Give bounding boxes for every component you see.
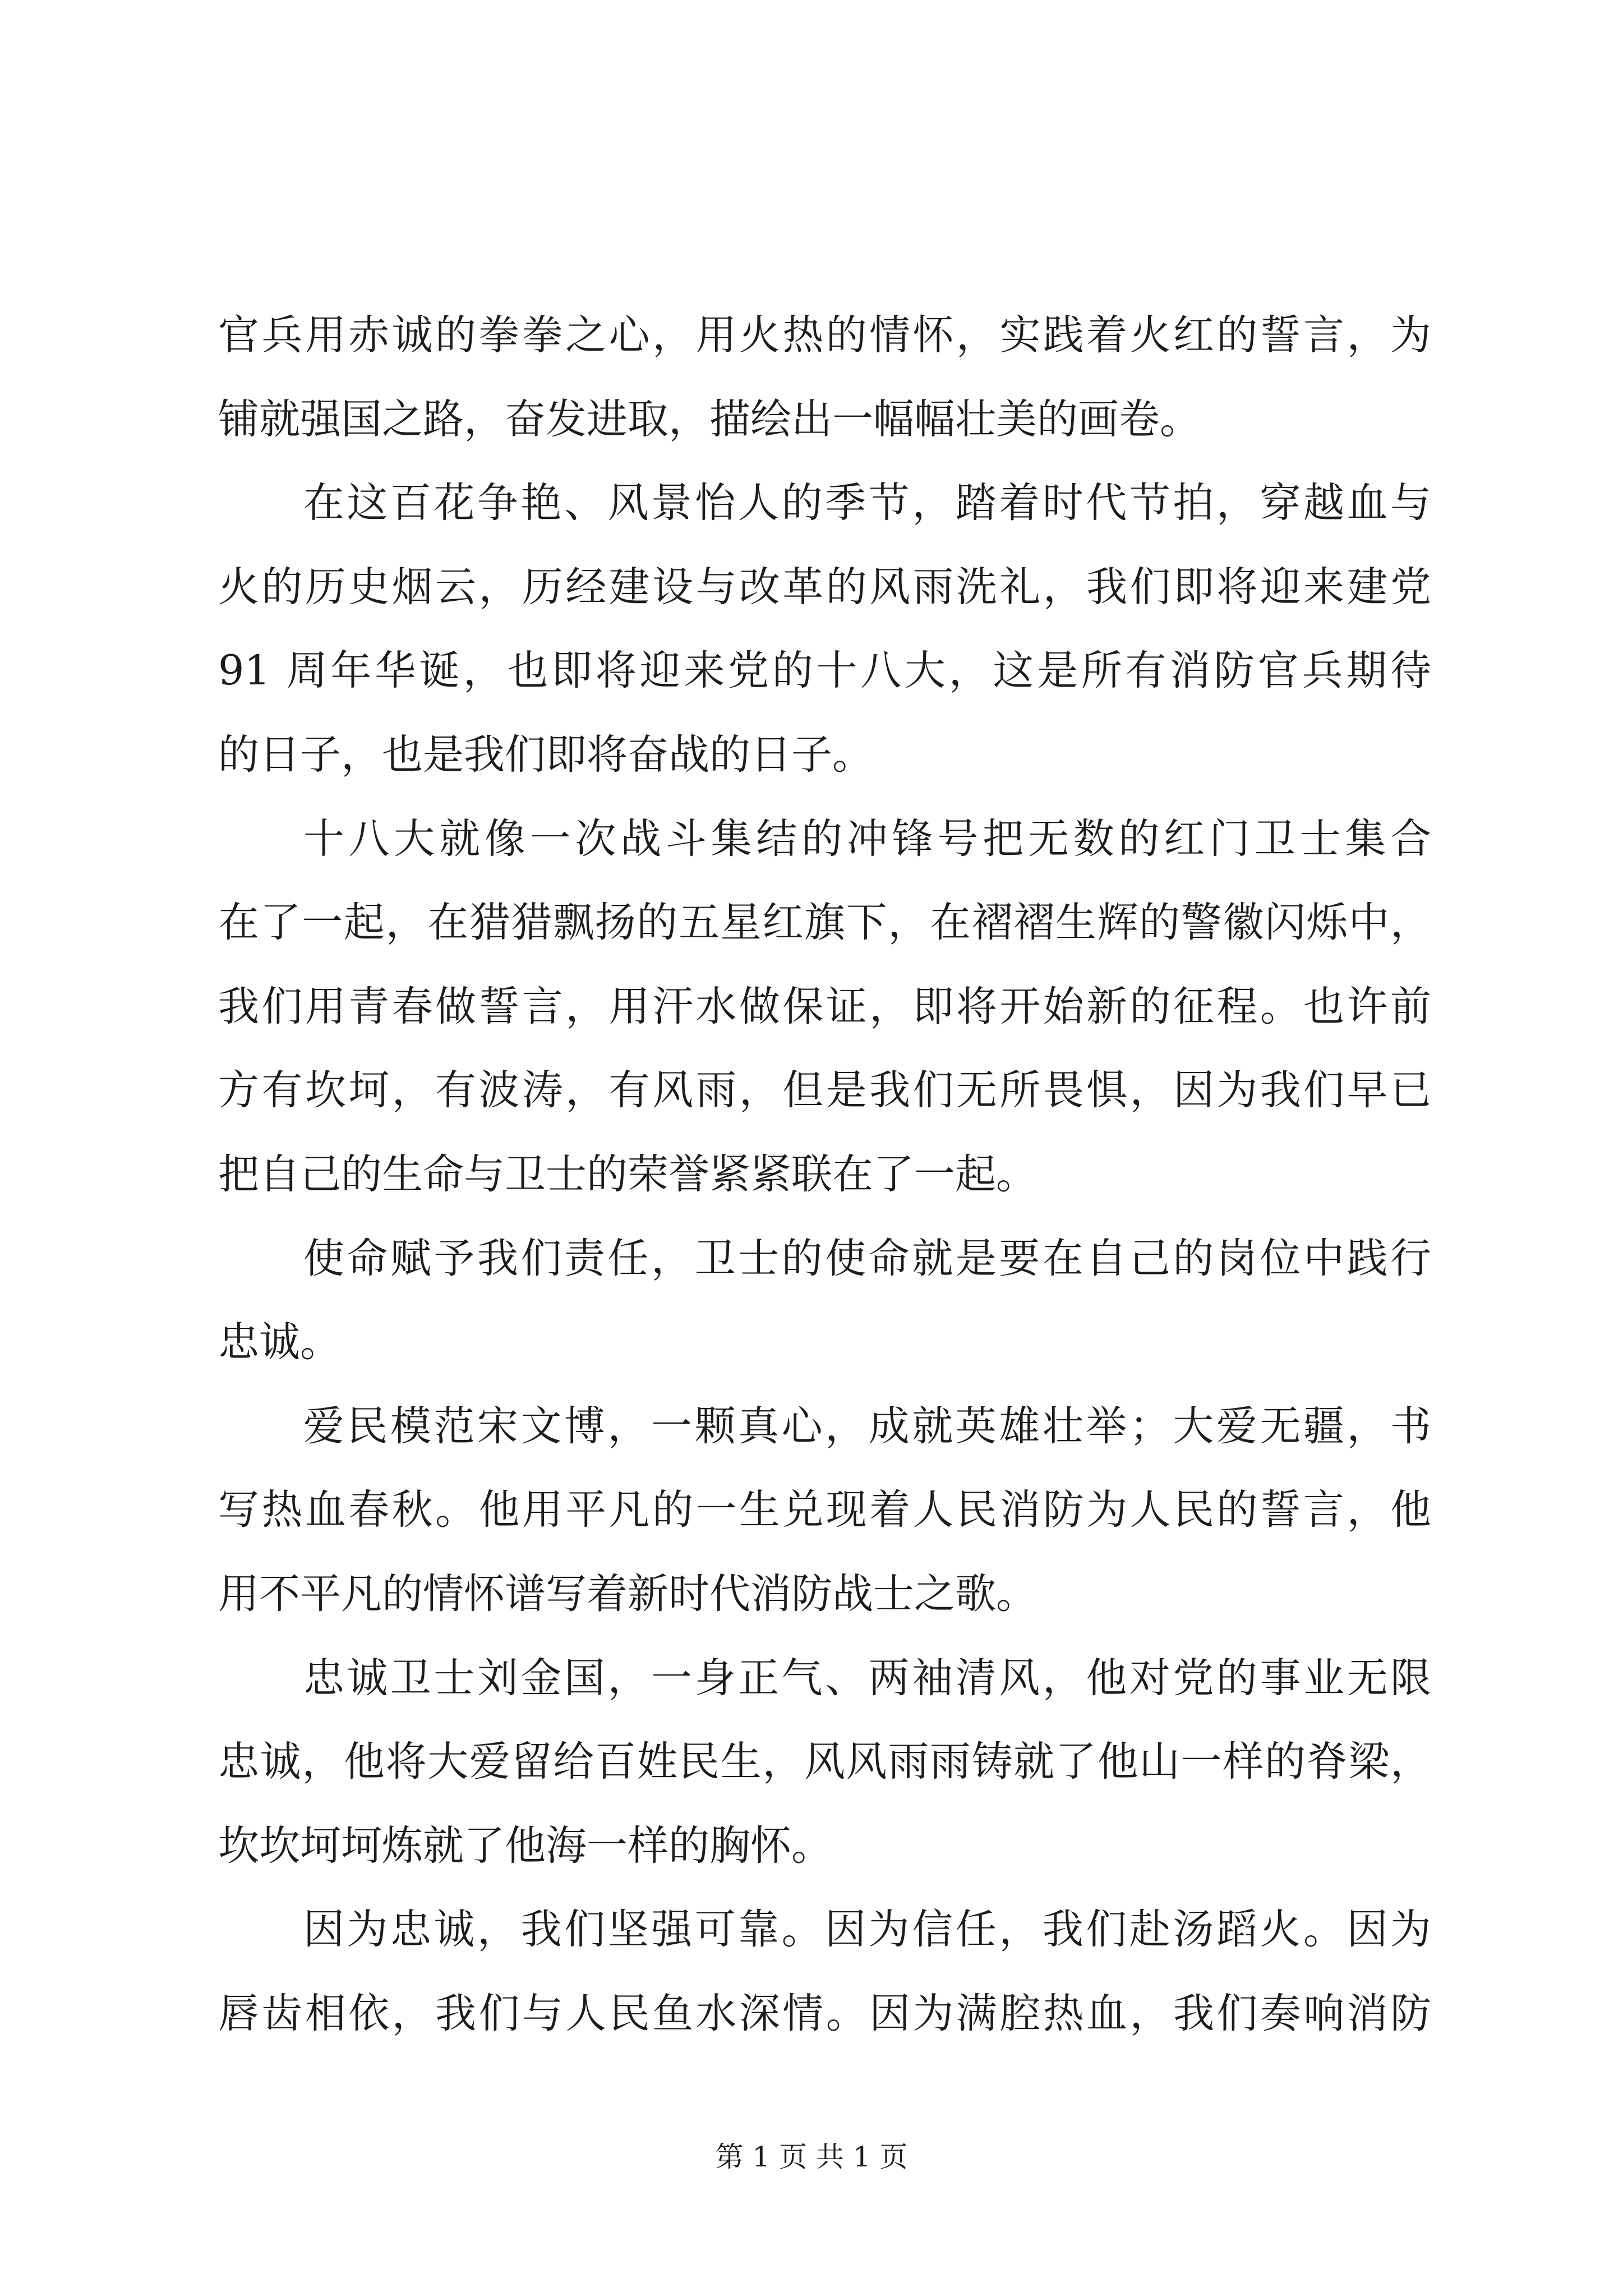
paragraph-line: 在这百花争艳、风景怡人的季节，踏着时代节拍，穿越血与	[303, 479, 1431, 527]
paragraph-line: 用不平凡的情怀谱写着新时代消防战士之歌。	[218, 1570, 1037, 1618]
paragraph-line: 官兵用赤诚的拳拳之心，用火热的情怀，实践着火红的誓言，为	[218, 311, 1431, 359]
paragraph-line: 忠诚卫士刘金国，一身正气、两袖清风，他对党的事业无限	[303, 1654, 1431, 1702]
paragraph-line: 在了一起，在猎猎飘扬的五星红旗下，在褶褶生辉的警徽闪烁中，	[218, 899, 1431, 946]
paragraph-line: 忠诚。	[218, 1318, 341, 1366]
paragraph-line: 的日子，也是我们即将奋战的日子。	[218, 731, 873, 779]
paragraph-line: 把自己的生命与卫士的荣誉紧紧联在了一起。	[218, 1151, 1037, 1198]
paragraph-line: 爱民模范宋文博，一颗真心，成就英雄壮举；大爱无疆，书	[303, 1402, 1431, 1450]
paragraph-line: 铺就强国之路，奋发进取，描绘出一幅幅壮美的画卷。	[218, 395, 1201, 443]
paragraph-line: 坎坎坷坷炼就了他海一样的胸怀。	[218, 1822, 832, 1870]
page-footer: 第 1 页 共 1 页	[715, 2141, 908, 2173]
paragraph-line: 使命赋予我们责任，卫士的使命就是要在自己的岗位中践行	[303, 1235, 1431, 1282]
paragraph-line: 火的历史烟云，历经建设与改革的风雨洗礼，我们即将迎来建党	[218, 563, 1431, 611]
paragraph-line: 方有坎坷，有波涛，有风雨，但是我们无所畏惧，因为我们早已	[218, 1066, 1431, 1114]
paragraph-line: 91 周年华诞，也即将迎来党的十八大，这是所有消防官兵期待	[218, 647, 1431, 694]
paragraph-line: 我们用青春做誓言，用汗水做保证，即将开始新的征程。也许前	[218, 983, 1431, 1030]
paragraph-line: 唇齿相依，我们与人民鱼水深情。因为满腔热血，我们奏响消防	[218, 1990, 1431, 2037]
paragraph-line: 忠诚，他将大爱留给百姓民生，风风雨雨铸就了他山一样的脊梁，	[218, 1738, 1431, 1786]
paragraph-line: 十八大就像一次战斗集结的冲锋号把无数的红门卫士集合	[303, 815, 1431, 863]
paragraph-line: 因为忠诚，我们坚强可靠。因为信任，我们赴汤蹈火。因为	[303, 1906, 1431, 1953]
paragraph-line: 写热血春秋。他用平凡的一生兑现着人民消防为人民的誓言，他	[218, 1486, 1431, 1534]
